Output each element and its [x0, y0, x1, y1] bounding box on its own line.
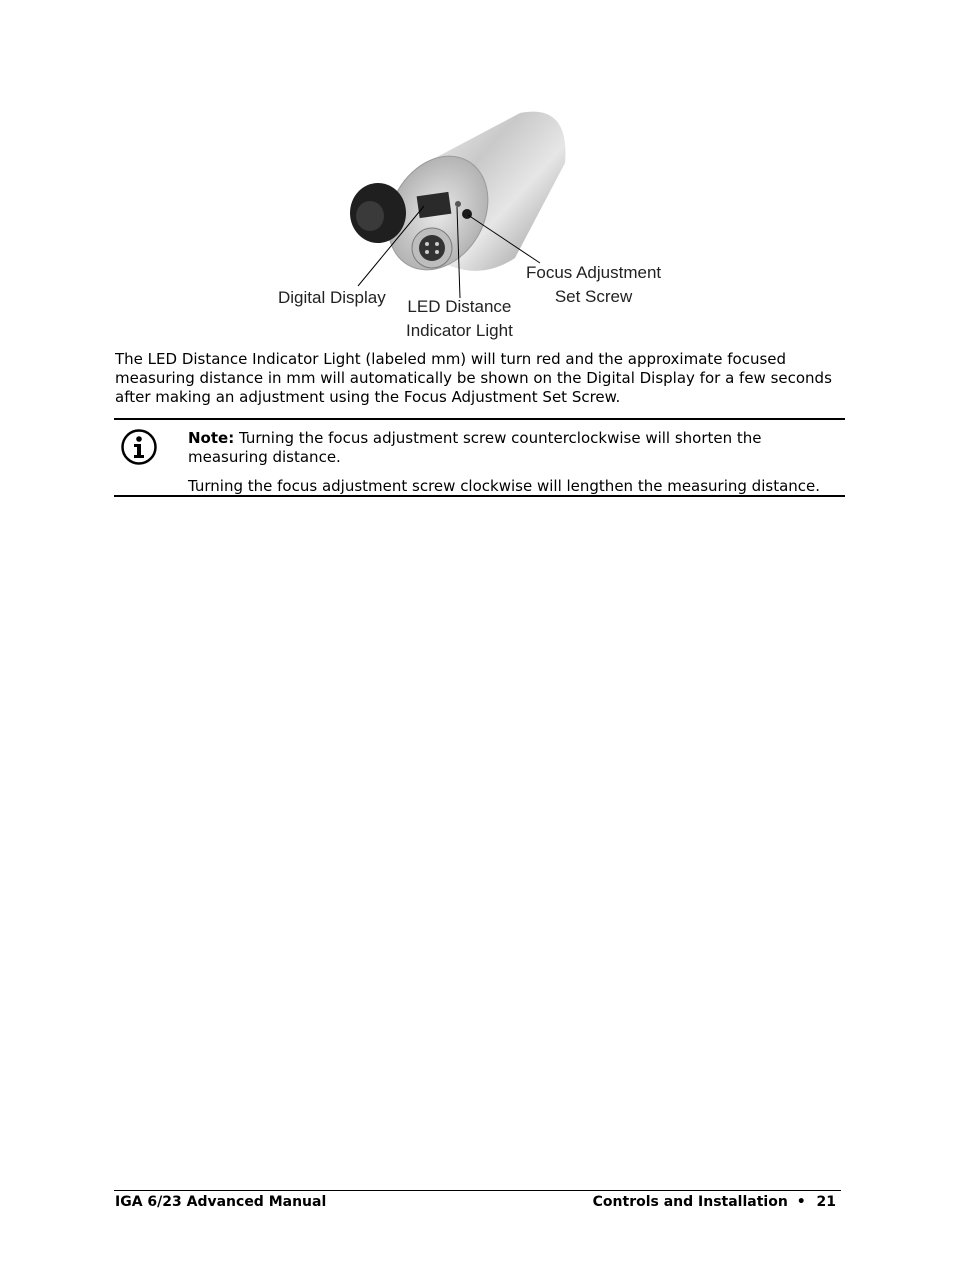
focus-screw [462, 209, 472, 219]
note-text-1: Turning the focus adjustment screw counterclockwise will shorten the measuring distance. [188, 429, 762, 466]
note-block [188, 429, 843, 496]
footer-bullet: • [796, 1194, 806, 1210]
note-paragraph-1 [188, 429, 843, 467]
device-figure [270, 108, 690, 348]
callout-digital-display: Digital Display [278, 288, 386, 307]
footer-section [593, 1194, 836, 1210]
page-number: 21 [816, 1194, 836, 1210]
body-paragraph: The LED Distance Indicator Light (labeled mm) will turn red and the approximate focused measuring distance in mm will automatically be shown on the Digital Display for a few seconds after making an adjustment using the Focus Adjustment Set Screw. [115, 350, 832, 406]
footer-rule [114, 1190, 841, 1191]
callout-led-distance: LED Distance Indicator Light [406, 297, 513, 340]
note-paragraph-2: Turning the focus adjustment screw clockwise will lengthen the measuring distance. [188, 477, 821, 495]
led-indicator [455, 201, 461, 207]
callout-focus-adjustment: Focus Adjustment Set Screw [526, 263, 662, 306]
footer-manual-title: IGA 6/23 Advanced Manual [115, 1194, 327, 1210]
info-icon [120, 428, 158, 466]
note-label: Note: [188, 429, 235, 447]
note-top-rule [114, 418, 845, 420]
footer-section-title: Controls and Installation [592, 1194, 788, 1210]
note-bottom-rule [114, 495, 845, 497]
digital-display-window [417, 192, 452, 218]
